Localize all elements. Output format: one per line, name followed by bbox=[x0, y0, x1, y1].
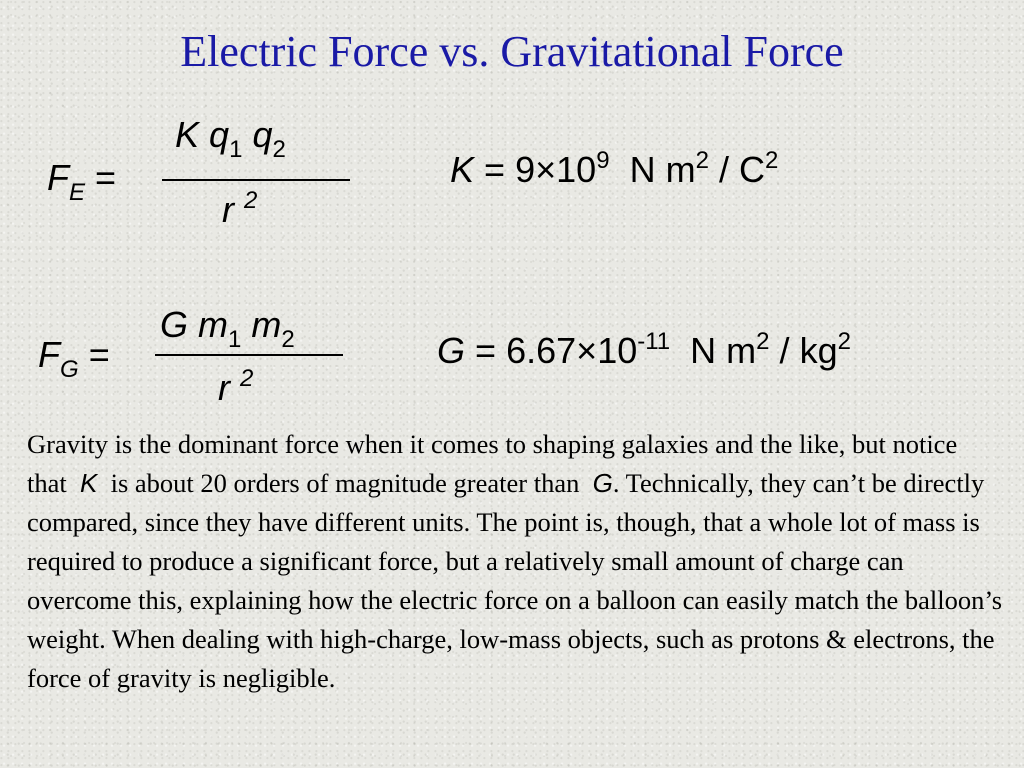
k-exponent: 9 bbox=[596, 147, 610, 174]
electric-denominator bbox=[222, 187, 258, 230]
unit-meter: m bbox=[726, 330, 757, 371]
unit-slash: / bbox=[718, 149, 729, 190]
unit-meter-exponent: 2 bbox=[756, 328, 770, 355]
r-symbol: r bbox=[218, 367, 230, 408]
unit-slash: / bbox=[779, 330, 790, 371]
m1-subscript: 1 bbox=[228, 326, 242, 353]
gravity-numerator bbox=[160, 304, 295, 353]
g-base: 10 bbox=[597, 330, 638, 371]
times-icon: × bbox=[576, 330, 598, 371]
inline-g-symbol: G bbox=[592, 468, 613, 498]
coulomb-constant bbox=[450, 147, 779, 190]
k-base: 10 bbox=[556, 149, 597, 190]
gravitational-constant bbox=[437, 328, 851, 371]
k-const-equals: = bbox=[484, 149, 506, 190]
g-const-equals: = bbox=[475, 330, 497, 371]
fg-symbol: F bbox=[38, 334, 60, 375]
unit-newton: N bbox=[690, 330, 717, 371]
inline-k-symbol: K bbox=[80, 468, 98, 498]
r-exponent: 2 bbox=[240, 365, 254, 392]
fe-symbol: F bbox=[47, 157, 69, 198]
q1-subscript: 1 bbox=[229, 136, 243, 163]
electric-force-lhs bbox=[47, 157, 117, 206]
paragraph-part-3: . Technically, they can’t be directly compared, since they have different units. The point is, though, that a whole lot of mass is required to produce a significant force, but a relatively small amount of charge can overcome this, explaining how the electric force on a balloon can easily match the balloon’s weight. When dealing with high-charge, low-mass objects, such as protons & electrons, the force of gravity is negligible. bbox=[27, 468, 1003, 693]
slide-title: Electric Force vs. Gravitational Force bbox=[180, 27, 844, 76]
fe-subscript: E bbox=[69, 179, 86, 206]
gravity-force-lhs bbox=[38, 334, 110, 383]
unit-kilogram: kg bbox=[799, 330, 838, 371]
unit-meter: m bbox=[665, 149, 696, 190]
unit-coulomb-exponent: 2 bbox=[764, 147, 779, 174]
g-exponent: -11 bbox=[637, 328, 671, 355]
m1-symbol: m bbox=[198, 304, 229, 345]
unit-coulomb: C bbox=[738, 149, 765, 190]
q1-symbol: q bbox=[209, 114, 230, 155]
g-mantissa: 6.67 bbox=[506, 330, 577, 371]
gravity-fraction-bar bbox=[155, 354, 343, 356]
electric-fraction-bar bbox=[162, 179, 350, 181]
g-symbol: G bbox=[160, 304, 189, 345]
r-exponent: 2 bbox=[244, 187, 258, 214]
explanation-paragraph bbox=[27, 425, 1002, 698]
q2-symbol: q bbox=[252, 114, 273, 155]
m2-symbol: m bbox=[251, 304, 282, 345]
k-const-symbol: K bbox=[450, 149, 475, 190]
paragraph-part-1: Gravity is the dominant force when it comes to shaping galaxies and the like, but notice that bbox=[27, 429, 958, 498]
electric-numerator bbox=[175, 114, 286, 163]
k-mantissa: 9 bbox=[515, 149, 536, 190]
r-symbol: r bbox=[222, 189, 234, 230]
paragraph-part-2: is about 20 orders of magnitude greater than bbox=[110, 468, 580, 498]
times-icon: × bbox=[535, 149, 557, 190]
g-const-symbol: G bbox=[437, 330, 466, 371]
gravity-denominator bbox=[218, 365, 254, 408]
m2-subscript: 2 bbox=[281, 326, 295, 353]
fe-equals: = bbox=[95, 157, 117, 198]
fg-subscript: G bbox=[60, 356, 79, 383]
q2-subscript: 2 bbox=[272, 136, 286, 163]
unit-meter-exponent: 2 bbox=[695, 147, 709, 174]
unit-newton: N bbox=[629, 149, 656, 190]
fg-equals: = bbox=[88, 334, 110, 375]
k-symbol: K bbox=[175, 114, 200, 155]
unit-kilogram-exponent: 2 bbox=[837, 328, 851, 355]
